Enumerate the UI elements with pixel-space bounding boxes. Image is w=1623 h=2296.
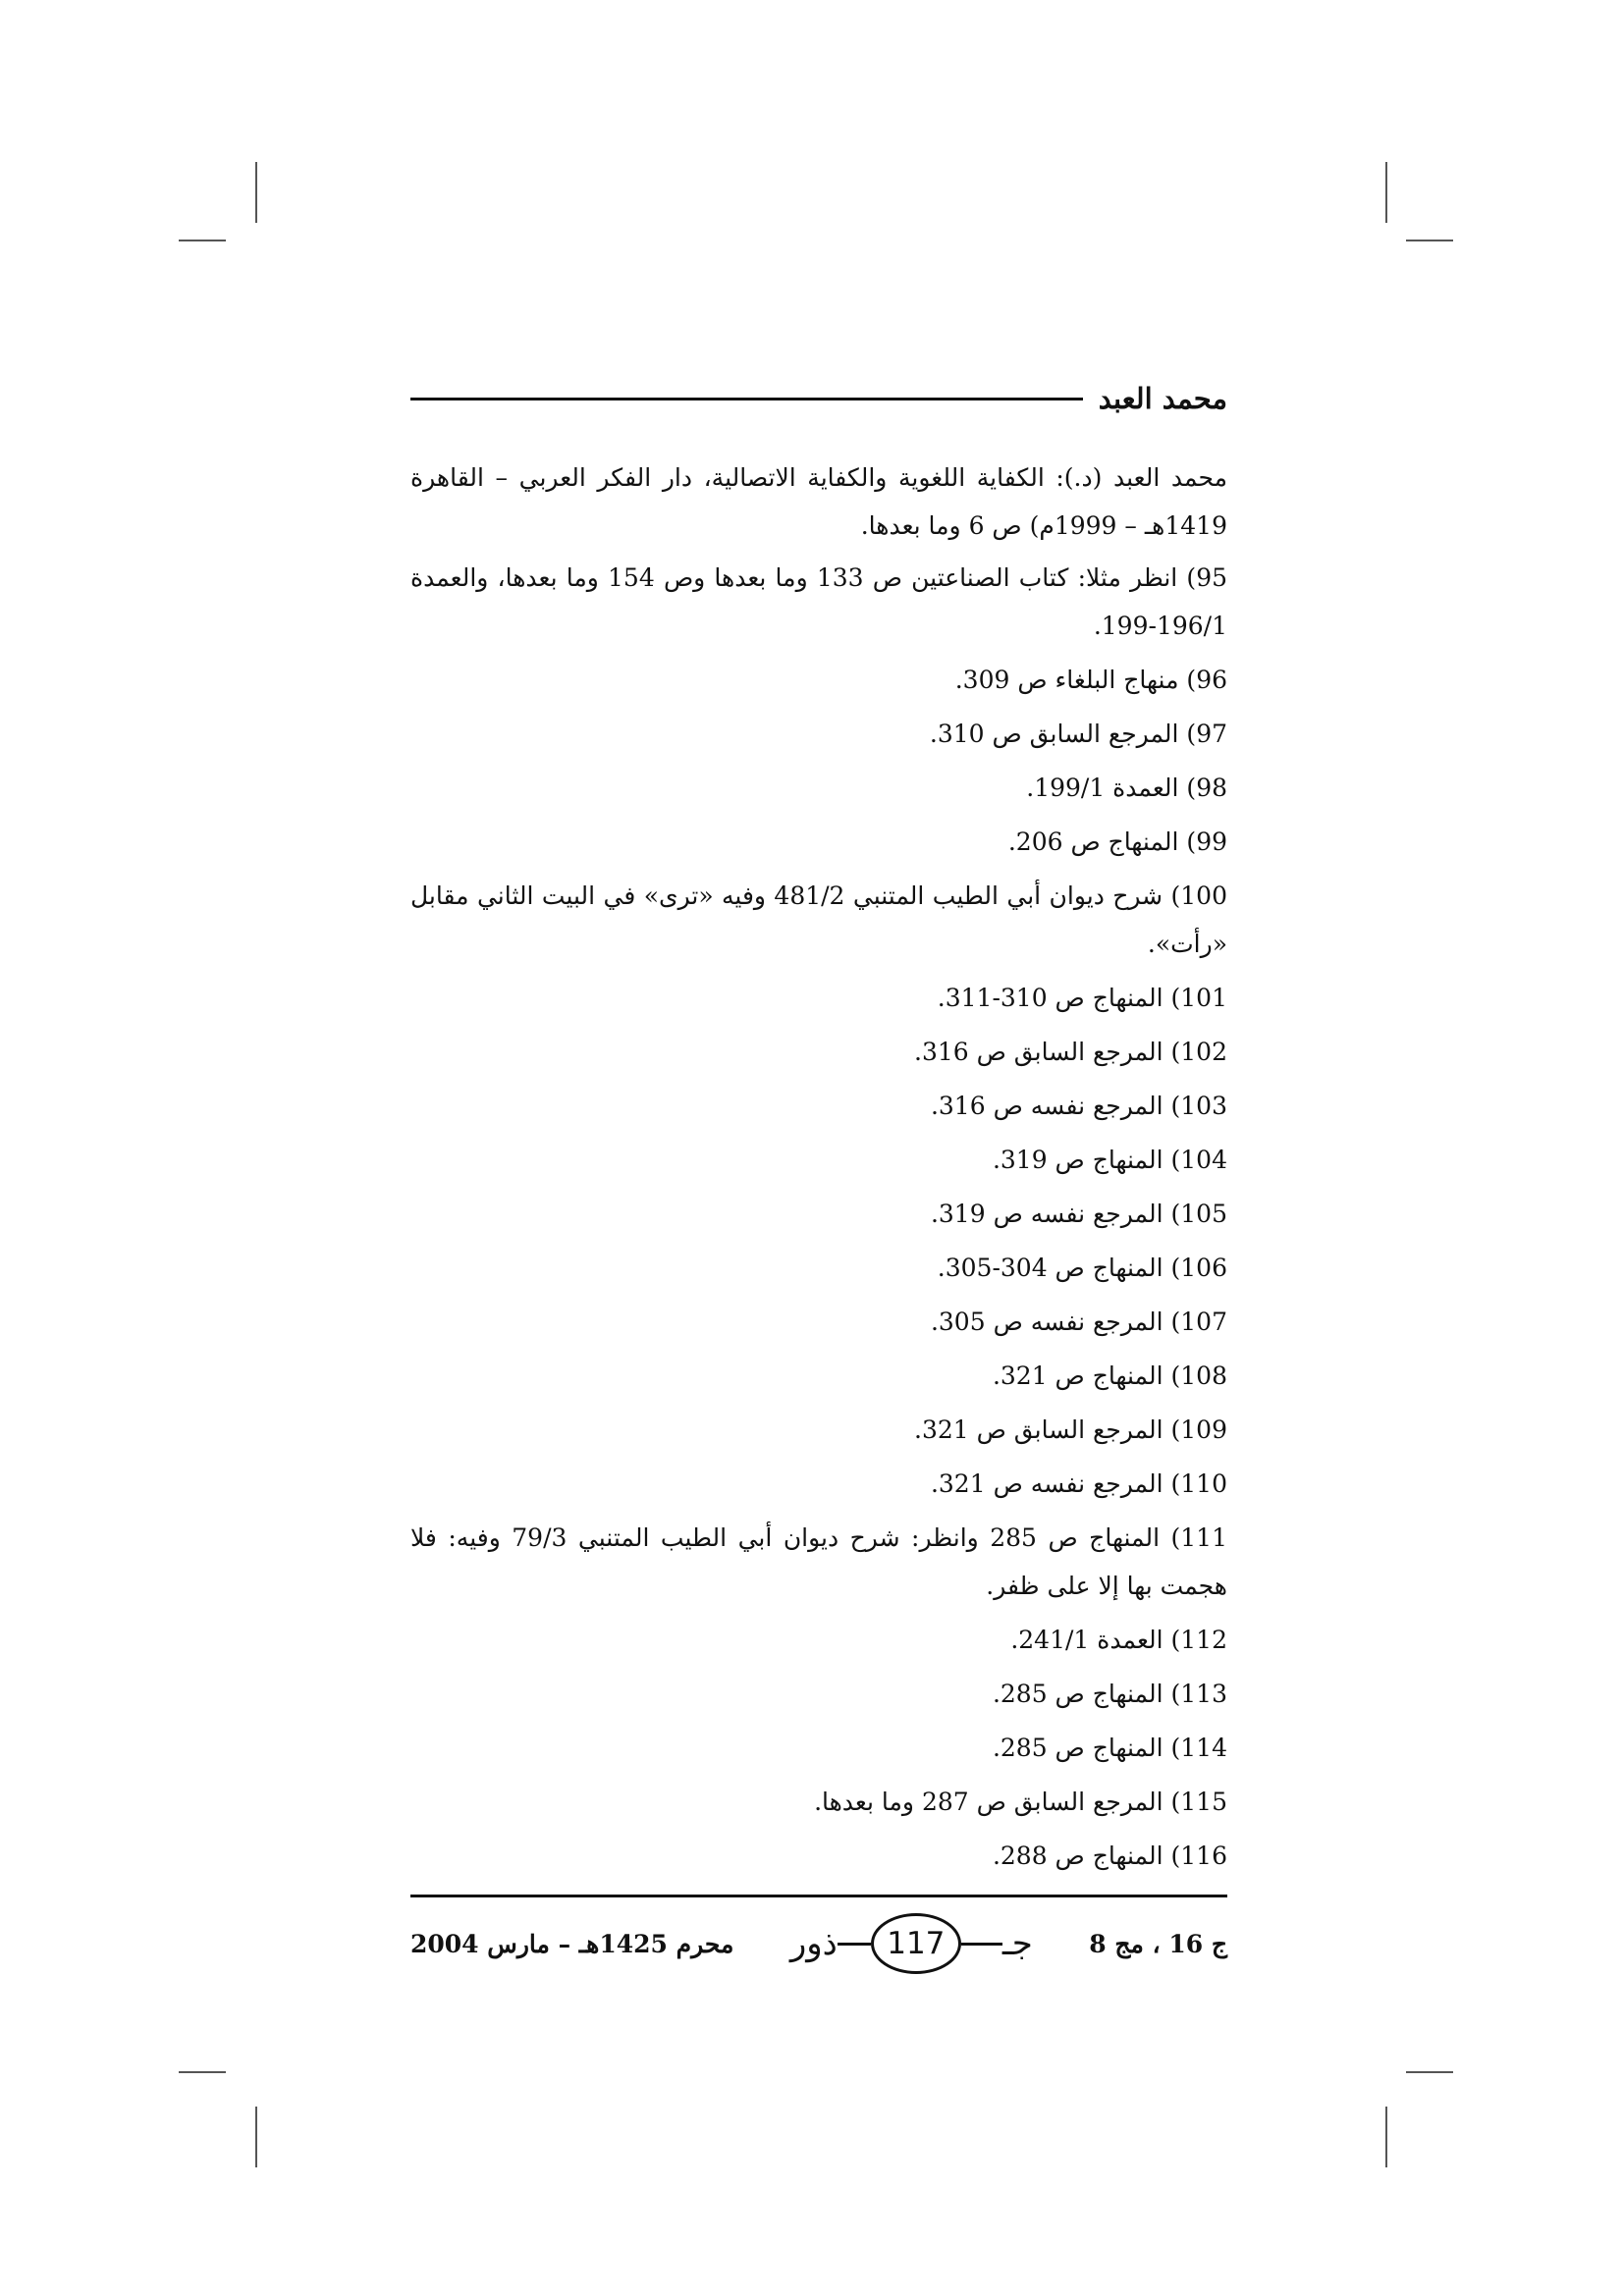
endnote: 112) العمدة 241/1.: [1010, 1626, 1227, 1654]
journal-name-right: ذور: [789, 1924, 838, 1963]
endnote: 115) المرجع السابق ص 287 وما بعدها.: [814, 1788, 1227, 1816]
endnotes-section: [410, 454, 1227, 1886]
crop-mark: [255, 2107, 257, 2167]
endnote: 108) المنهاج ص 321.: [992, 1362, 1227, 1390]
header-author: محمد العبد: [1098, 382, 1227, 415]
journal-stroke: [838, 1943, 871, 1946]
crop-mark: [1406, 240, 1453, 241]
crop-mark: [1406, 2071, 1453, 2073]
endnote: 101) المنهاج ص 310-311.: [937, 984, 1227, 1012]
endnote: 109) المرجع السابق ص 321.: [913, 1415, 1227, 1444]
issue-date: محرم 1425هـ – مارس 2004: [410, 1929, 734, 1958]
endnote: 96) منهاج البلغاء ص 309.: [954, 666, 1227, 694]
footer-rule: [410, 1895, 1227, 1897]
endnote: 102) المرجع السابق ص 316.: [913, 1038, 1227, 1066]
crop-mark: [1385, 162, 1387, 223]
endnote: 116) المنهاج ص 288.: [992, 1842, 1227, 1870]
crop-mark: [179, 240, 226, 241]
endnote: 111) المنهاج ص 285 وانظر: شرح ديوان أبي الطيب المتنبي 79/3 وفيه: فلا هجمت بها إلا على ظفر.: [410, 1523, 1227, 1600]
issue-volume: ج 16 ، مج 8: [1089, 1929, 1227, 1958]
endnote: 100) شرح ديوان أبي الطيب المتنبي 481/2 وفيه «ترى» في البيت الثاني مقابل «رأت».: [410, 881, 1227, 958]
endnote: 103) المرجع نفسه ص 316.: [930, 1092, 1227, 1120]
running-header: [410, 371, 1227, 426]
endnote: 107) المرجع نفسه ص 305.: [930, 1308, 1227, 1336]
endnote: 114) المنهاج ص 285.: [992, 1734, 1227, 1762]
header-rule: [410, 398, 1083, 400]
endnote: 97) المرجع السابق ص 310.: [929, 720, 1227, 748]
journal-stroke: [961, 1943, 1002, 1946]
page-number: 117: [871, 1913, 961, 1974]
endnote: 98) العمدة 199/1.: [1026, 774, 1227, 802]
endnote: 106) المنهاج ص 304-305.: [937, 1254, 1227, 1282]
endnote: 104) المنهاج ص 319.: [992, 1146, 1227, 1174]
journal-name-left: جـ: [1001, 1924, 1033, 1963]
endnote: 99) المنهاج ص 206.: [1007, 828, 1227, 856]
crop-mark: [1385, 2107, 1387, 2167]
endnote: 105) المرجع نفسه ص 319.: [930, 1200, 1227, 1228]
endnote: 95) انظر مثلا: كتاب الصناعتين ص 133 وما بعدها وص 154 وما بعدها، والعمدة 196/1-199.: [410, 563, 1227, 640]
endnote-continuation: محمد العبد (د.): الكفاية اللغوية والكفاية الاتصالية، دار الفكر العربي – القاهرة 1419هـ – 1999م) ص 6 وما بعدها.: [410, 463, 1227, 540]
endnote: 110) المرجع نفسه ص 321.: [930, 1469, 1227, 1498]
journal-page-mark: [790, 1913, 1033, 1974]
running-footer: [410, 1914, 1227, 1973]
crop-mark: [255, 162, 257, 223]
endnote: 113) المنهاج ص 285.: [992, 1680, 1227, 1708]
crop-mark: [179, 2071, 226, 2073]
